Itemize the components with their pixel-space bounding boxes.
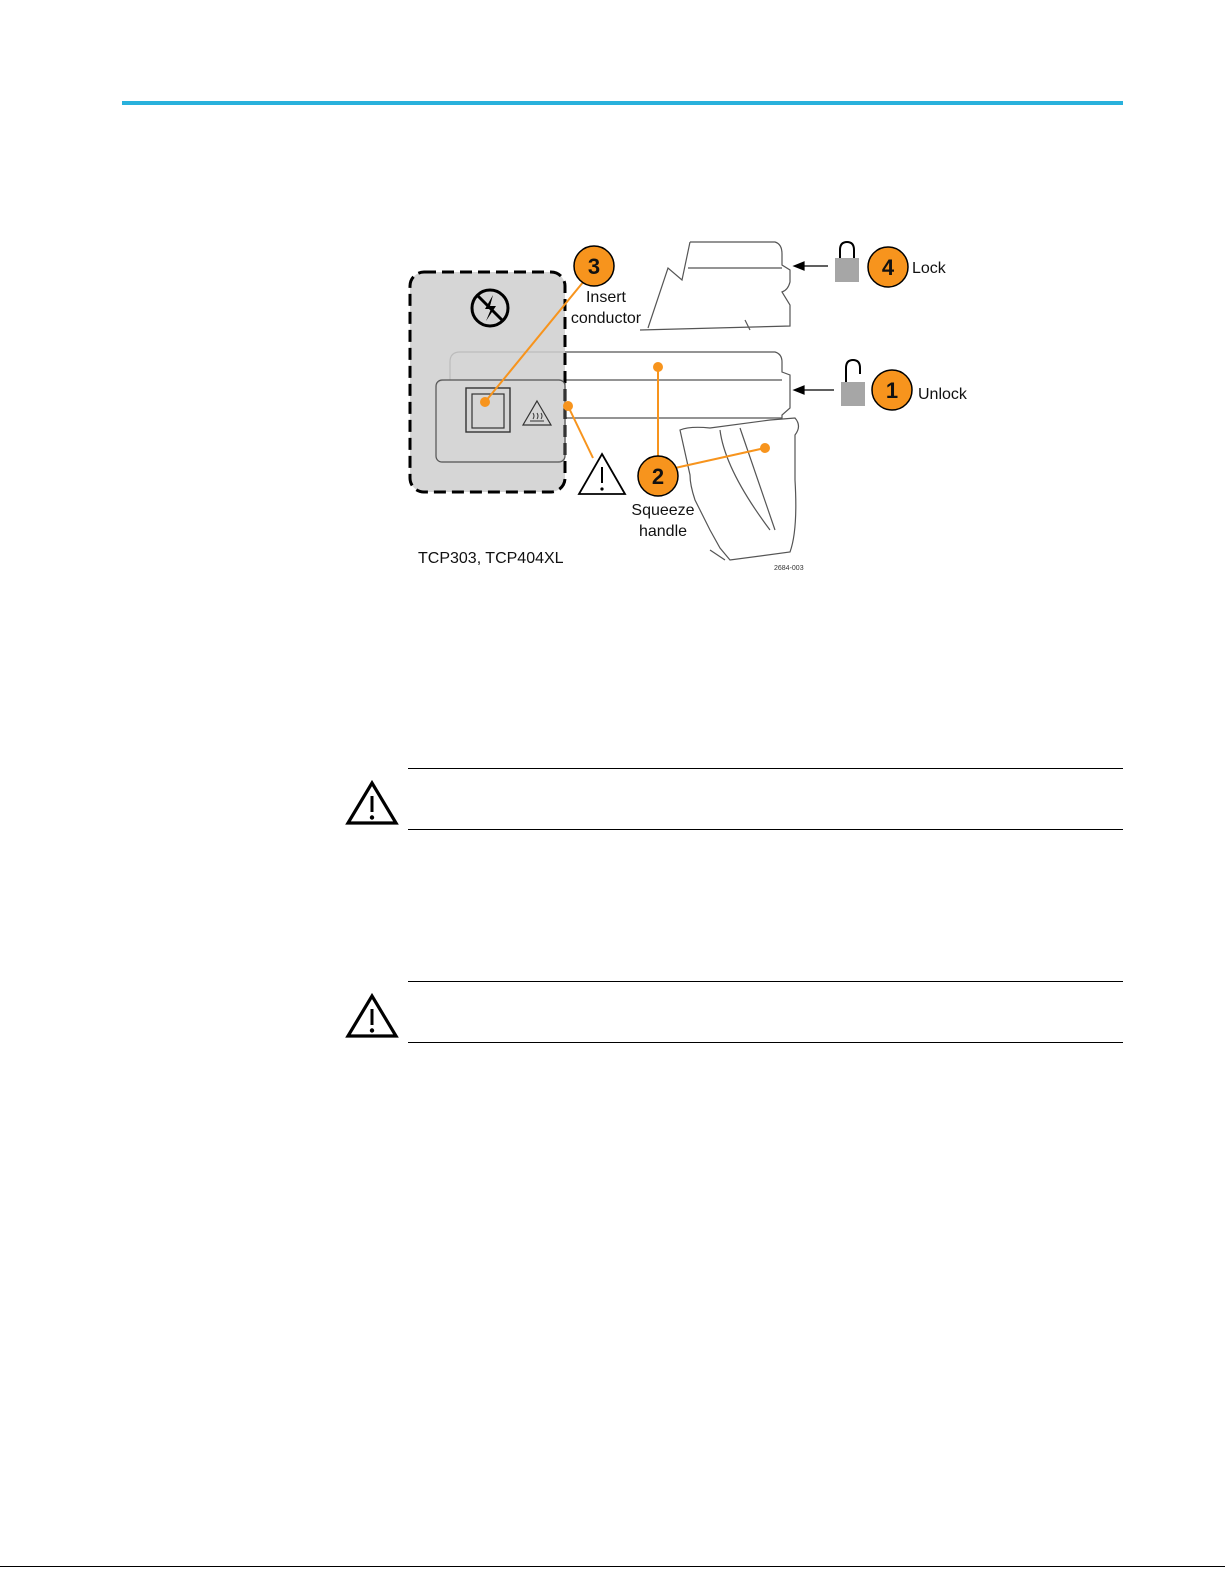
warning-block-1	[345, 768, 1123, 830]
callout-3	[571, 246, 642, 327]
insert-label-1: Insert	[585, 289, 627, 306]
lock-arrows	[794, 262, 834, 394]
warning-triangle-icon	[345, 780, 399, 826]
figure-caption: TCP303, TCP404XL	[418, 550, 564, 567]
warning-rule-top	[408, 981, 1123, 982]
squeeze-label-2: handle	[638, 523, 688, 540]
warning-triangle-icon	[345, 993, 399, 1039]
insert-label-2: conductor	[570, 310, 642, 327]
probe-figure	[390, 230, 990, 590]
svg-text:3: 3	[587, 254, 601, 279]
figure-id: 2684-003	[774, 565, 804, 572]
warning-rule-top	[408, 768, 1123, 769]
header-rule	[122, 101, 1123, 105]
lock-label: Lock	[912, 260, 946, 277]
unlock-label: Unlock	[918, 386, 967, 403]
callout-2	[631, 456, 694, 540]
svg-text:4: 4	[881, 255, 895, 280]
callout-1	[872, 370, 968, 410]
warning-rule-bottom	[408, 1042, 1123, 1043]
squeeze-label-1: Squeeze	[631, 502, 695, 519]
warning-rule-bottom	[408, 829, 1123, 830]
warning-block-2	[345, 981, 1123, 1043]
footer-rule	[0, 1566, 1225, 1567]
warning-triangle-icon	[579, 454, 625, 494]
svg-text:1: 1	[885, 378, 899, 403]
padlock-closed-icon	[835, 242, 859, 282]
callout-4	[868, 247, 947, 287]
padlock-open-icon	[841, 360, 865, 406]
probe-illustration	[390, 230, 990, 590]
svg-text:2: 2	[651, 464, 665, 489]
